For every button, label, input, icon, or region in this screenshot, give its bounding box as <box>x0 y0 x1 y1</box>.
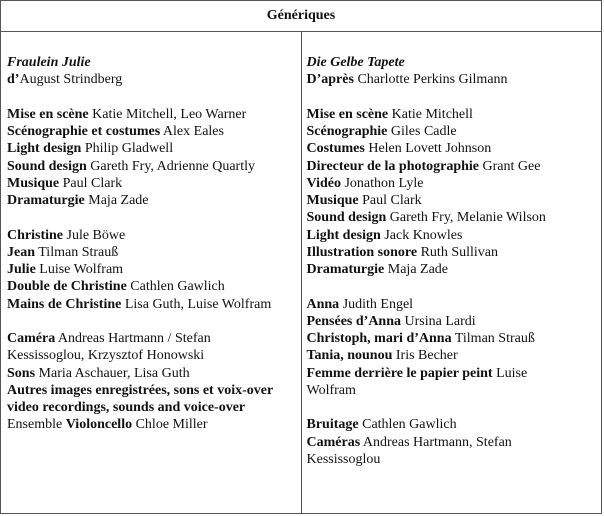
credit-label: Tania, nounou <box>306 348 393 364</box>
credit-value: Ursina Lardi <box>401 313 476 329</box>
credit-value: Cathlen Gawlich <box>358 417 457 433</box>
credit-value: Ensemble <box>7 417 66 433</box>
credit-line <box>307 434 602 451</box>
credit-value: Lisa Guth, Luise Wolfram <box>121 296 272 312</box>
spacer <box>307 278 602 295</box>
credit-value: Cathlen Gawlich <box>126 279 225 295</box>
credit-line <box>307 175 602 192</box>
credit-label: Caméra <box>7 331 56 346</box>
credit-value: Tilman Strauß <box>451 331 535 346</box>
credit-value: Paul Clark <box>59 175 123 191</box>
credit-label: Femme derrière le papier peint <box>306 365 493 381</box>
credit-value: Tilman Strauß <box>35 244 119 260</box>
credit-value: Helen Lovett Johnson <box>364 141 492 157</box>
credit-value: Ruth Sullivan <box>417 244 498 260</box>
right-column <box>302 32 602 514</box>
credit-label: Pensées d’Anna <box>306 313 402 329</box>
credit-value: Gareth Fry, Adrienne Quartly <box>86 158 255 174</box>
author-line <box>7 71 301 88</box>
cast-line <box>7 261 301 278</box>
spacer <box>7 313 301 330</box>
credit-value: Maja Zade <box>384 262 449 277</box>
credit-line <box>7 192 301 209</box>
cast-line <box>307 365 602 382</box>
credit-label: Costumes <box>306 141 365 157</box>
credit-line <box>307 158 602 175</box>
credit-value: Luise <box>492 365 528 381</box>
credit-line <box>7 330 301 347</box>
credit-value: Giles Cadle <box>387 124 457 139</box>
credit-label: Light design <box>306 227 381 243</box>
credit-value: Iris Becher <box>392 348 458 364</box>
credit-label: Christoph, mari d’Anna <box>306 331 452 346</box>
credit-value: Andreas Hartmann, Stefan <box>360 434 512 450</box>
credit-value-continued: Kessissoglou <box>306 451 381 467</box>
credit-label: Scénographie <box>306 124 388 139</box>
credit-label: Mise en scène <box>7 106 89 122</box>
author-line <box>307 71 602 88</box>
credit-label: Autres images enregistrées, sons et voix-over <box>7 382 274 398</box>
credit-label: Sound design <box>306 210 387 226</box>
credit-value: Alex Eales <box>160 124 224 139</box>
credit-line <box>307 192 602 209</box>
credit-value-continued: Wolfram <box>306 382 356 398</box>
credit-label: Jean <box>7 244 35 260</box>
credit-label: Violoncello <box>65 417 133 433</box>
credit-label: Anna <box>306 296 340 312</box>
credit-value: Charlotte Perkins Gilmann <box>353 72 508 88</box>
cast-line <box>307 296 602 313</box>
credits-columns <box>1 32 601 514</box>
cast-line <box>307 313 602 330</box>
credit-label: Sons <box>7 365 36 381</box>
credit-label: Dramaturgie <box>306 262 385 277</box>
credit-label: Mise en scène <box>306 106 389 122</box>
credit-value: Grant Gee <box>479 158 541 174</box>
credit-value: Jonathon Lyle <box>340 175 424 191</box>
credit-label: Vidéo <box>306 175 341 191</box>
credit-label: Julie <box>7 262 36 277</box>
credit-value: Jule Böwe <box>63 227 126 243</box>
credit-line <box>307 227 602 244</box>
credit-line <box>7 140 301 157</box>
credit-value: Maria Aschauer, Lisa Guth <box>35 365 190 381</box>
credit-line <box>7 365 301 382</box>
credit-label: Dramaturgie <box>7 193 85 208</box>
credit-line <box>307 244 602 261</box>
credit-line <box>7 106 301 123</box>
credit-value: Luise Wolfram <box>35 262 124 277</box>
credit-value: Katie Mitchell <box>388 106 473 122</box>
spacer <box>7 209 301 226</box>
credit-label: Caméras <box>306 434 361 450</box>
cast-line <box>7 227 301 244</box>
credit-line <box>7 123 301 140</box>
credit-line <box>307 140 602 157</box>
table-header: Génériques <box>1 1 601 32</box>
cast-line <box>7 244 301 261</box>
credit-line <box>307 106 602 123</box>
credit-value: Gareth Fry, Melanie Wilson <box>386 210 546 226</box>
credit-label: Bruitage <box>306 417 359 433</box>
credit-value-continued: Kessissoglou, Krzysztof Honowski <box>7 348 205 364</box>
credit-line <box>307 261 602 278</box>
spacer <box>307 89 602 106</box>
credit-value: Judith Engel <box>339 296 414 312</box>
credit-value: Maja Zade <box>84 193 149 208</box>
spacer <box>7 89 301 106</box>
cast-line <box>307 347 602 364</box>
credit-value: Paul Clark <box>358 193 422 208</box>
play-title: Die Gelbe Tapete <box>306 55 405 70</box>
credit-label: Illustration sonore <box>306 244 418 260</box>
credit-value: Philip Gladwell <box>81 141 174 157</box>
credit-value: Jack Knowles <box>380 227 463 243</box>
credit-line <box>7 175 301 192</box>
credit-label: Light design <box>7 141 82 157</box>
credit-label: video recordings, sounds and voice-over <box>7 400 246 415</box>
credit-label: d’ <box>7 72 20 88</box>
credit-line <box>307 123 602 140</box>
credit-value: Katie Mitchell, Leo Warner <box>88 106 247 122</box>
credit-label: Sound design <box>7 158 87 174</box>
credit-label: D’après <box>306 72 354 88</box>
cast-line <box>307 330 602 347</box>
credit-value: August Strindberg <box>19 72 123 88</box>
cast-line <box>7 296 301 313</box>
credit-label: Christine <box>7 227 63 243</box>
credit-label: Musique <box>7 175 60 191</box>
credit-label: Double de Christine <box>7 279 127 295</box>
credit-line <box>307 209 602 226</box>
credit-value: Andreas Hartmann / Stefan <box>55 331 211 346</box>
left-column <box>1 32 302 514</box>
credit-value: Chloe Miller <box>132 417 208 433</box>
credit-line <box>7 158 301 175</box>
credit-label: Mains de Christine <box>7 296 122 312</box>
spacer <box>307 399 602 416</box>
credit-line <box>307 416 602 433</box>
credit-label: Scénographie et costumes <box>7 124 161 139</box>
cast-line <box>7 278 301 295</box>
credit-label: Musique <box>306 193 359 208</box>
credit-label: Directeur de la photographie <box>306 158 480 174</box>
credit-line <box>7 416 301 433</box>
play-title: Fraulein Julie <box>7 55 91 70</box>
